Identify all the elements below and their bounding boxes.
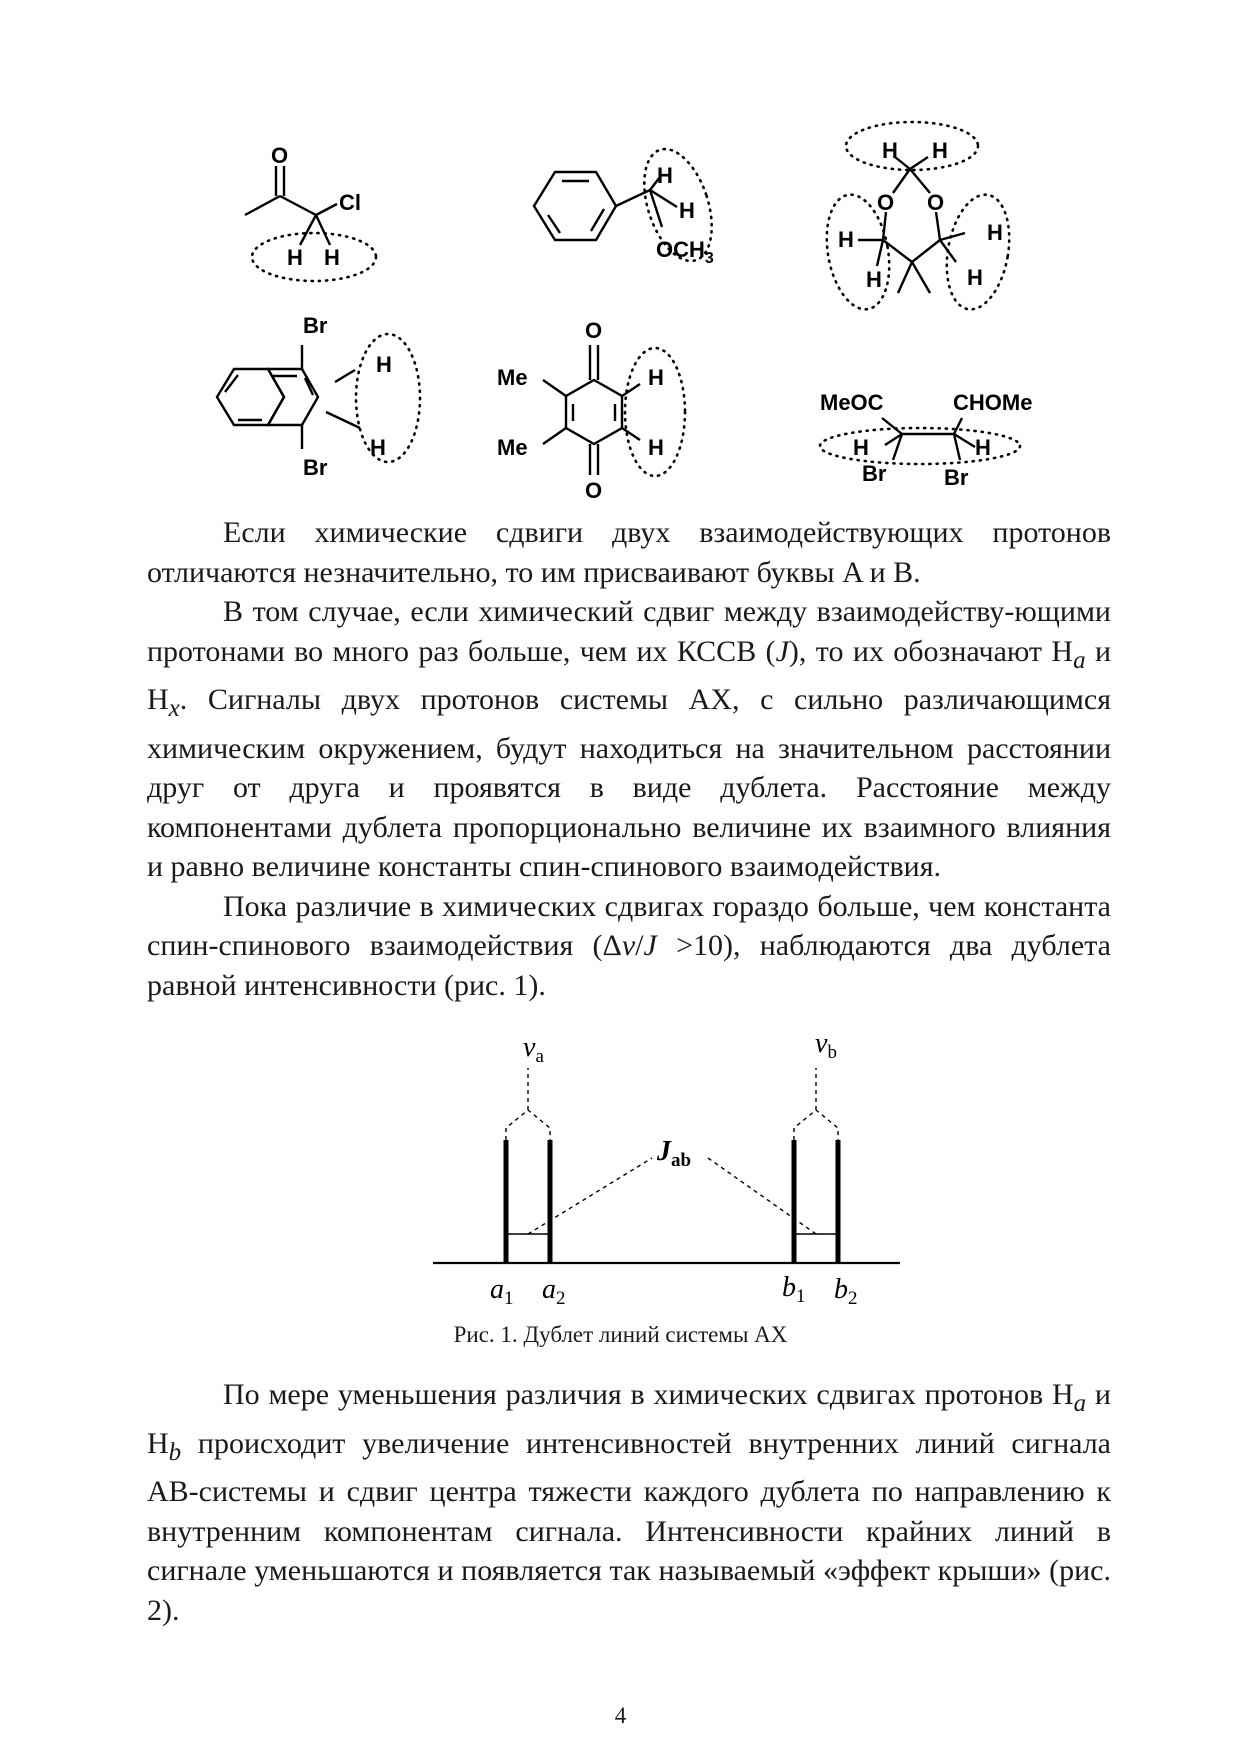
nu-a-label: $\nu_a$ xyxy=(523,1035,544,1067)
hydrogen-label: H xyxy=(324,245,340,270)
figure-caption: Рис. 1. Дублет линий системы AX xyxy=(453,1322,788,1347)
label-b2: $b_2$ xyxy=(834,1274,858,1309)
hydrogen-label: H xyxy=(376,352,392,377)
hydrogen-label: H xyxy=(975,435,991,460)
hydrogen-label: H xyxy=(679,198,695,223)
chlorine-label: Cl xyxy=(339,190,361,215)
body-text-lower xyxy=(147,1375,1111,1630)
methyl-label: Me xyxy=(497,435,528,460)
bromine-label: Br xyxy=(303,313,328,338)
body-text-upper xyxy=(147,513,1111,1005)
molecule-chloroacetone xyxy=(245,143,376,281)
hydrogen-label: H xyxy=(287,245,303,270)
oxygen-label: O xyxy=(585,318,603,343)
hydrogen-label: H xyxy=(648,365,664,390)
paragraph: В том случае, если химический сдвиг между взаимодейству-ющими протонами во много раз больше, чем их КССВ (J), то их обозначают $H_a$ и $H_x$. Сигналы двух протонов системы AX, с сильно различающимся химическим окружением, будут находиться на значительном расстоянии друг от друга и проявятся в виде дублета. Расстояние между компонентами дублета пропорционально величине их взаимного влияния и равно величине константы спин-спинового взаимодействия. xyxy=(147,595,1111,883)
methoxymethyl-label: CHOMe xyxy=(953,390,1033,415)
bromine-label: Br xyxy=(303,455,328,480)
paragraph: По мере уменьшения различия в химических сдвигах протонов $H_a$ и $H_b$ происходит увеличение интенсивностей внутренних линий сигнала AB-системы и сдвиг центра тяжести каждого дублета по направлению к внутренним компонентам сигнала. Интенсивности крайних линий в сигнале уменьшаются и появляется так называемый «эффект крыши» (рис. 2). xyxy=(147,1378,1111,1627)
label-a2: $a_2$ xyxy=(542,1274,566,1309)
hydrogen-label: H xyxy=(932,138,948,163)
molecule-dimethyl-dioxane xyxy=(818,122,1017,314)
oxygen-label: O xyxy=(585,478,603,500)
oxygen-label: O xyxy=(271,143,289,168)
hydrogen-label: H xyxy=(648,435,664,460)
hydrogen-label: H xyxy=(967,265,983,290)
hydrogen-label: H xyxy=(838,227,854,252)
hydrogen-label: H xyxy=(866,267,882,292)
chemical-structures xyxy=(0,0,1241,500)
molecule-dimethylbenzoquinone xyxy=(497,318,685,500)
methyl-label: Me xyxy=(497,365,528,390)
hydrogen-label: H xyxy=(987,220,1003,245)
bromine-label: Br xyxy=(944,465,969,490)
paragraph: Пока различие в химических сдвигах гораздо больше, чем константа спин-спинового взаимодействия (Δν/J >10), наблюдаются два дублета равной интенсивности (рис. 1). xyxy=(147,889,1111,1002)
hydrogen-label: H xyxy=(853,435,869,460)
doublet-figure xyxy=(0,1035,1241,1310)
molecule-benzyl-methyl-ether xyxy=(534,141,724,270)
methoxy-label: $OCH_3$ xyxy=(656,237,714,267)
nu-b-label: $\nu_b$ xyxy=(815,1035,837,1063)
molecule-dibromonaphthalene xyxy=(217,313,420,480)
paragraph: Если химические сдвиги двух взаимодействующих протонов отличаются незначительно, то им присваивают буквы A и B. xyxy=(147,516,1111,589)
coupling-constant-label: $J_{ab}$ xyxy=(657,1136,692,1171)
label-b1: $b_1$ xyxy=(782,1272,806,1307)
hydrogen-label: H xyxy=(657,163,673,188)
page-number: 4 xyxy=(614,1703,627,1728)
bromine-label: Br xyxy=(862,461,887,486)
oxygen-label: O xyxy=(877,190,895,215)
molecule-dibromo-diether xyxy=(820,390,1032,490)
oxygen-label: O xyxy=(927,190,945,215)
methoxycarbonyl-label: MeOC xyxy=(820,390,884,415)
hydrogen-label: H xyxy=(882,138,898,163)
label-a1: $a_1$ xyxy=(490,1274,514,1309)
hydrogen-label: H xyxy=(370,435,386,460)
